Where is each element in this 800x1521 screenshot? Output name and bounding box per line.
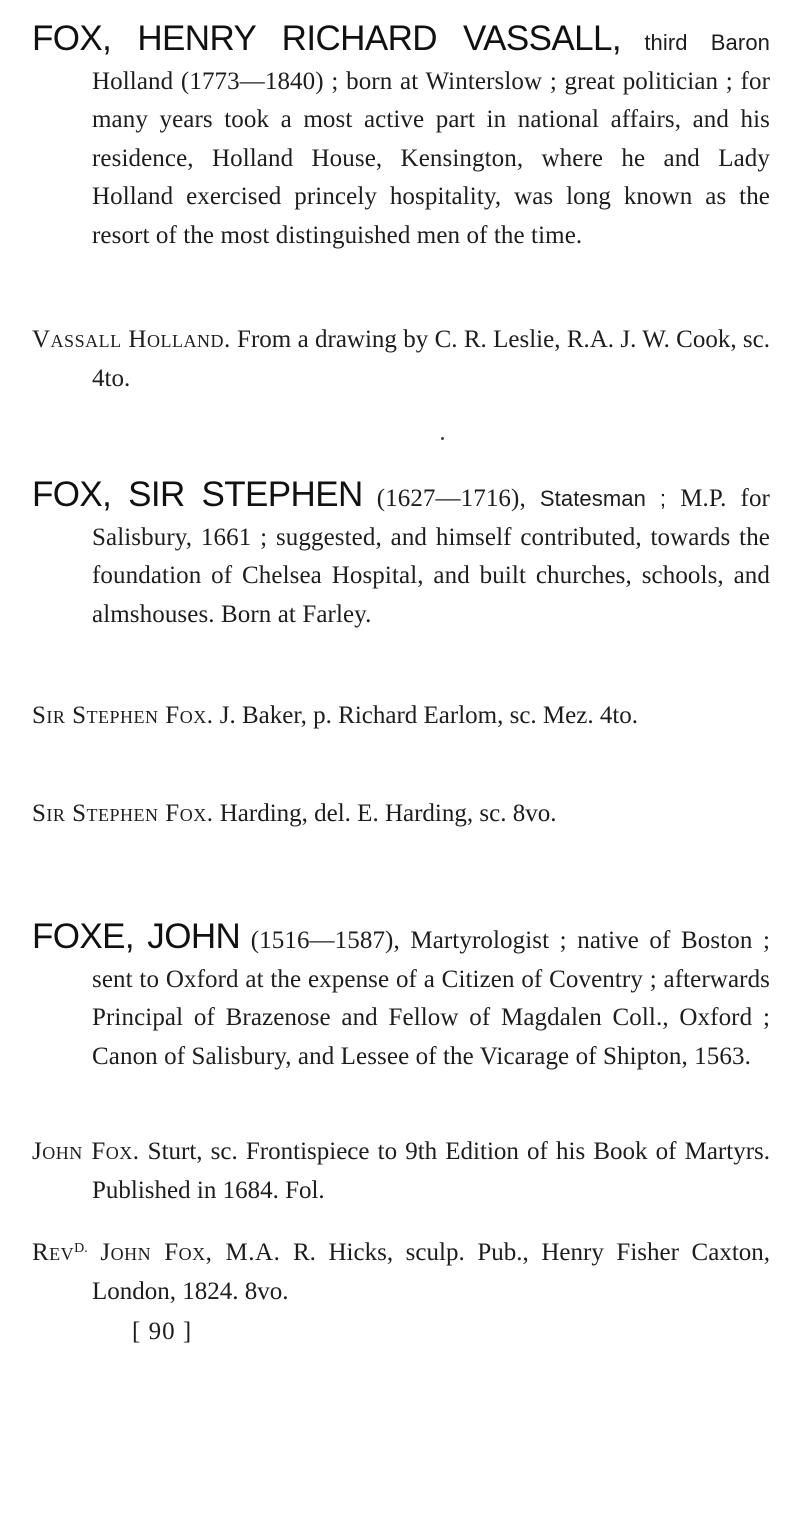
entry-lead: third Baron [644,30,770,55]
entry-fox-henry-richard-vassall [32,20,770,255]
entry-dates: (1627—1716), [376,485,526,512]
entry-name: FOXE, JOHN [32,917,241,956]
portrait-list [32,1230,770,1311]
portrait-title-prefix: Rev [32,1239,75,1266]
portrait-title: Vassall Holland. [32,326,231,353]
entry-paragraph [32,20,770,255]
portrait-item [32,1230,770,1311]
portrait-list [32,321,770,398]
portrait-details: J. Baker, p. Richard Earlom, sc. Mez. 4to. [219,702,639,729]
separator-dot [441,437,444,440]
portrait-details: Harding, del. E. Harding, sc. 8vo. [219,800,557,827]
entry-text: M.P. for Salisbury, 1661 ; suggested, and himself contributed, towards the foundation of Chelsea Hospital, and built churches, schools, and almshouses. Born at Farley. [92,485,770,628]
entry-fox-sir-stephen [32,476,770,634]
portrait-title-superscript: D. [74,1241,88,1256]
portrait-item [32,321,770,398]
entry-text: Martyrologist ; native of Boston ; sent to Oxford at the expense of a Citizen of Coventry ; afterwards Principal of Brazenose and Fellow of Magdalen Coll., Oxford ; Canon of Salisbury, and Lessee of the Vicarage of Shipton, 1563. [92,927,770,1070]
portrait-title: Sir Stephen Fox. [32,702,214,729]
entry-paragraph [32,918,770,1076]
portrait-details: From a drawing by C. R. Leslie, R.A. J. W. Cook, sc. 4to. [92,326,770,392]
portrait-list [32,1133,770,1210]
portrait-title: John Fox, M.A. [100,1239,281,1266]
entry-lead: Statesman ; [539,486,667,511]
portrait-item [32,697,770,736]
entry-text: Holland (1773—1840) ; born at Winterslow ; great politician ; for many years took a most active part in national affairs, and his residence, Holland House, Kensington, where he and Lady Holland exercised princely hospitality, was long known as the resort of the most distinguished men of the time. [92,67,770,249]
entry-dates: (1516—1587), [250,927,400,954]
entry-paragraph [32,476,770,634]
portrait-title: John Fox. [32,1138,140,1165]
portrait-list [32,697,770,736]
portrait-list [32,795,770,834]
portrait-item [32,1133,770,1210]
page-number: [ 90 ] [132,1318,193,1345]
entry-name: FOX, SIR STEPHEN [32,475,363,514]
portrait-details: Sturt, sc. Frontispiece to 9th Edition of his Book of Martyrs. Published in 1684. Fol. [92,1138,770,1204]
portrait-item [32,795,770,834]
portrait-title: Sir Stephen Fox. [32,800,214,827]
entry-foxe-john [32,918,770,1076]
portrait-details: R. Hicks, sculp. Pub., Henry Fisher Caxton, London, 1824. 8vo. [92,1239,771,1305]
entry-name: FOX, HENRY RICHARD VASSALL, [32,19,621,58]
